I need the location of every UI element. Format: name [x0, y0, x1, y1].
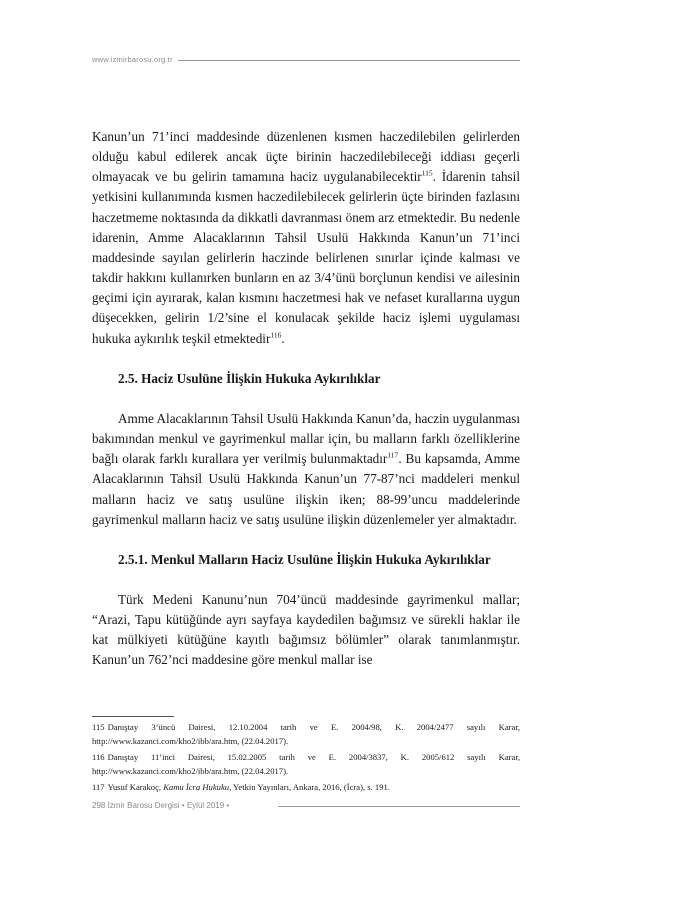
footnotes	[92, 716, 520, 798]
header-rule	[178, 60, 520, 61]
footnote-book-title: Kamu İcra Hukuku	[163, 782, 230, 792]
section-heading-2-5-1: 2.5.1. Menkul Malların Haciz Usulüne İlişkin Hukuka Aykırılıklar	[118, 551, 491, 567]
footnote-author: Yusuf Karakoç,	[107, 782, 164, 792]
paragraph-1	[92, 127, 520, 349]
footnote-115	[92, 721, 520, 748]
footnote-number: 117	[92, 782, 105, 792]
article-body	[92, 127, 520, 671]
paragraph-3: Türk Medeni Kanunu’nun 704’üncü maddesinde gayrimenkul mallar; “Arazi, Tapu kütüğünde ayrı sayfaya kaydedilen bağımsız ve sürekli haklar ile kat mülkiyeti kütüğüne kayıtlı bağımsız bölümler” olarak tanımlanmıştır. Kanun’un 762’nci maddesine göre menkul mallar ise	[92, 591, 520, 668]
footnote-117	[92, 781, 520, 795]
footer-text: 298 İzmir Barosu Dergisi • Eylül 2019 •	[92, 801, 230, 810]
footnote-number: 116	[92, 752, 105, 762]
page-footer	[92, 801, 520, 813]
footnote-ref-117[interactable]: 117	[387, 450, 399, 460]
footnote-rule	[92, 716, 174, 717]
footnote-ref-115[interactable]: 115	[421, 168, 433, 178]
paragraph-1-text: Kanun’un 71’inci maddesinde düzenlenen kısmen haczedilebilen gelirlerden olduğu kabul edilerek ancak üçte birinin haczedilebileceği iddiası geçerli olmayacak ve bu gelirin tamamına haciz uygulanabilecektir	[92, 129, 520, 185]
paragraph-2-cont: . Bu kapsamda, Amme Alacaklarının Tahsil Usulü Hakkında Kanun’un 77-87’nci maddeleri menkul malların haciz ve satış usulüne ilişkin iken; 88-99’uncu maddelerinde gayrimenkul malların haciz ve satış usulüne ilişkin düzenlemeler yer almaktadır.	[92, 451, 520, 527]
footnote-116	[92, 751, 520, 778]
header-url: www.izmirbarosu.org.tr	[92, 55, 173, 64]
footnote-publisher: , Yetkin Yayınları, Ankara, 2016, (İcra), s. 191.	[229, 782, 390, 792]
footnote-ref-116[interactable]: 116	[270, 330, 282, 340]
section-heading-2-5: 2.5. Haciz Usulüne İlişkin Hukuka Aykırılıklar	[118, 370, 381, 386]
paragraph-2-text: Amme Alacaklarının Tahsil Usulü Hakkında Kanun’da, haczin uygulanması bakımından menkul ve gayrimenkul mallar için, bu malların farklı özelliklerine bağlı olarak farklı kurallara yer verilmiş bulunmaktadır	[92, 410, 520, 467]
footer-rule	[278, 806, 520, 807]
paragraph-1-cont: . İdarenin tahsil yetkisini kullanımında kısmen haczedilebilecek gelirlerin üçte birinden fazlasını haczetmeme noktasında da dikkatli davranması önem arz etmektedir. Bu nedenle idarenin, Amme Alacaklarının Tahsil Usulü Hakkında Kanun’un 71’inci maddesinde sayılan gelirlerin haczinde belirlenen sınırlar içinde kalması ve takdir hakkını kullanırken bunların en az 3/4’ünü borçlunun kendisi ve ailesinin geçimi için ayırarak, kalan kısmını haczetmesi hak ve nefaset kurallarına uygun düşecekken, gelirin 1/2’sine el konulacak şekilde haciz işlemi uygulaması hukuka aykırılık teşkil etmektedir	[92, 169, 520, 346]
paragraph-1-end: .	[281, 330, 285, 346]
footnote-text: Danıştay 3’üncü Dairesi, 12.10.2004 tarih ve E. 2004/98, K. 2004/2477 sayılı Karar, http://www.kazanci.com/kho2/ibb/ara.htm, (22.04.2017).	[92, 722, 520, 746]
paragraph-2	[92, 409, 520, 530]
footnote-number: 115	[92, 722, 105, 732]
footnote-text: Danıştay 11’inci Dairesi, 15.02.2005 tarih ve E. 2004/3837, K. 2005/612 sayılı Karar, http://www.kazanci.com/kho2/ibb/ara.htm, (22.04.2017).	[92, 752, 520, 776]
page-header	[92, 55, 520, 67]
